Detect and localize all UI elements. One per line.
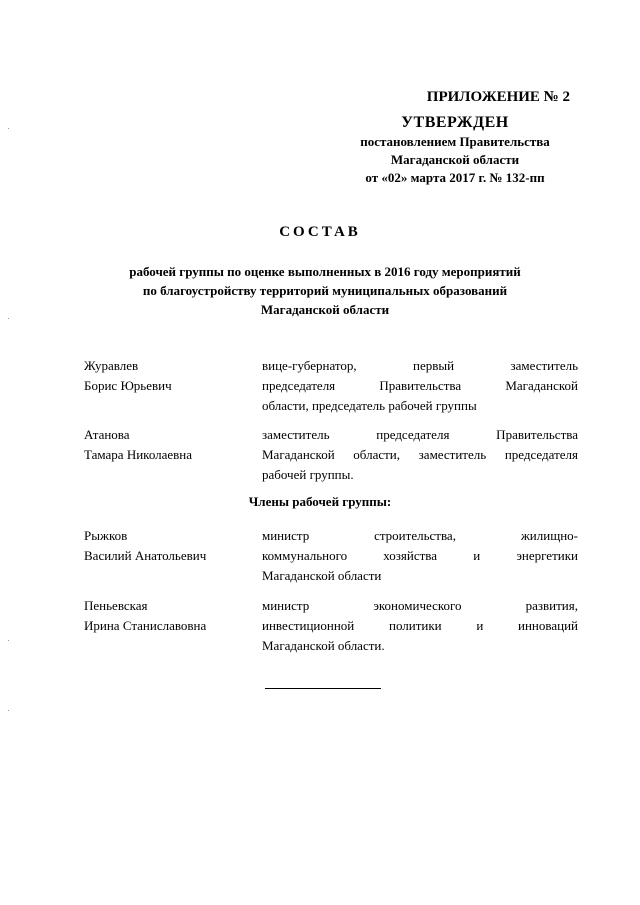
role-line: рабочей группы.: [262, 467, 354, 482]
role-line: области, председатель рабочей группы: [262, 398, 477, 413]
members-heading: Члены рабочей группы:: [248, 494, 392, 509]
scan-edge-mark: [8, 710, 9, 711]
role-line: Магаданской области.: [262, 638, 385, 653]
role-line: Магаданской области: [262, 568, 382, 583]
document-subtitle: [90, 262, 560, 319]
appendix-number: ПРИЛОЖЕНИЕ № 2: [426, 89, 570, 105]
closing-divider: [265, 688, 381, 689]
person-name: [84, 425, 254, 465]
person-name: [84, 526, 254, 566]
approved-label: УТВЕРЖДЕН: [401, 114, 509, 131]
scan-edge-mark: [8, 128, 9, 129]
scan-edge-mark: [8, 640, 9, 641]
role-line: председателя Правительства Магаданской: [262, 378, 578, 393]
person-given-names: Василий Анатольевич: [84, 548, 207, 563]
person-role: [262, 526, 578, 586]
document-title: СОСТАВ: [279, 224, 361, 240]
subtitle-line: Магаданской области: [260, 302, 390, 317]
subtitle-line: рабочей группы по оценке выполненных в 2016 году мероприятий: [129, 264, 521, 279]
role-line: вице-губернатор, первый заместитель: [262, 358, 578, 373]
subtitle-line: по благоустройству территорий муниципальных образований: [142, 283, 508, 298]
person-surname: Журавлев: [84, 358, 139, 373]
approval-line: Магаданской области: [390, 152, 520, 167]
role-line: коммунального хозяйства и энергетики: [262, 548, 578, 563]
role-line: министр экономического развития,: [262, 598, 578, 613]
role-line: Магаданской области, заместитель председателя: [262, 447, 578, 462]
role-line: инвестиционной политики и инноваций: [262, 618, 578, 633]
person-role: [262, 356, 578, 416]
role-line: заместитель председателя Правительства: [262, 427, 578, 442]
person-given-names: Борис Юрьевич: [84, 378, 172, 393]
person-given-names: Ирина Станиславовна: [84, 618, 207, 633]
person-given-names: Тамара Николаевна: [84, 447, 193, 462]
person-surname: Атанова: [84, 427, 130, 442]
approval-line: постановлением Правительства: [360, 134, 550, 149]
person-role: [262, 425, 578, 485]
role-line: министр строительства, жилищно-: [262, 528, 578, 543]
person-surname: Рыжков: [84, 528, 128, 543]
person-surname: Пеньевская: [84, 598, 148, 613]
scan-edge-mark: [8, 318, 9, 319]
person-name: [84, 356, 254, 396]
approval-line: от «02» марта 2017 г. № 132-пп: [365, 170, 545, 185]
person-role: [262, 596, 578, 656]
person-name: [84, 596, 254, 636]
